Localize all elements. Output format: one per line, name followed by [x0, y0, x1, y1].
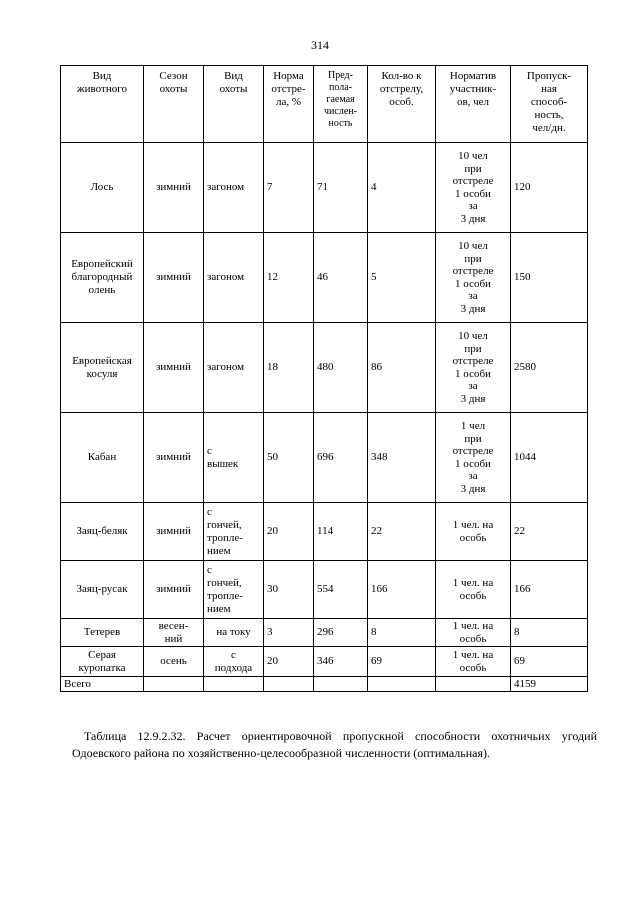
cell-quota: 8 [368, 619, 436, 647]
empty-cell [264, 677, 314, 692]
cell-method: с гончей, тропле- нием [204, 561, 264, 619]
cell-norm: 1 чел при отстреле 1 особи за 3 дня [436, 413, 511, 503]
cell-norm: 1 чел. на особь [436, 647, 511, 677]
cell-rate: 12 [264, 233, 314, 323]
cell-capacity: 1044 [511, 413, 588, 503]
empty-cell [436, 677, 511, 692]
cell-season: зимний [144, 561, 204, 619]
cell-animal: Лось [61, 143, 144, 233]
cell-quota: 348 [368, 413, 436, 503]
table-row [61, 323, 588, 413]
cell-norm: 1 чел. на особь [436, 503, 511, 561]
cell-animal: Европейский благородный олень [61, 233, 144, 323]
header-quota: Кол-во к отстрелу, особ. [368, 66, 436, 143]
table-caption: Таблица 12.9.2.32. Расчет ориентировочной пропускной способности охотничьих угодий Одоевского района по хозяйственно-целесообразной численности (оптимальная). [72, 729, 597, 760]
header-season: Сезон охоты [144, 66, 204, 143]
cell-season: зимний [144, 323, 204, 413]
cell-population: 554 [314, 561, 368, 619]
cell-capacity: 2580 [511, 323, 588, 413]
cell-rate: 7 [264, 143, 314, 233]
header-animal: Вид животного [61, 66, 144, 143]
cell-quota: 69 [368, 647, 436, 677]
cell-quota: 4 [368, 143, 436, 233]
cell-population: 346 [314, 647, 368, 677]
cell-population: 696 [314, 413, 368, 503]
total-label: Всего [61, 677, 144, 692]
cell-animal: Кабан [61, 413, 144, 503]
cell-capacity: 8 [511, 619, 588, 647]
cell-norm: 1 чел. на особь [436, 619, 511, 647]
empty-cell [314, 677, 368, 692]
cell-norm: 10 чел при отстреле 1 особи за 3 дня [436, 323, 511, 413]
table-header-row [61, 66, 588, 143]
cell-population: 296 [314, 619, 368, 647]
header-population: Пред- пола- гаемая числен- ность [314, 66, 368, 143]
cell-quota: 5 [368, 233, 436, 323]
cell-capacity: 166 [511, 561, 588, 619]
table-row [61, 233, 588, 323]
cell-rate: 18 [264, 323, 314, 413]
cell-animal: Тетерев [61, 619, 144, 647]
cell-method: загоном [204, 323, 264, 413]
header-norm: Норматив участник- ов, чел [436, 66, 511, 143]
cell-rate: 20 [264, 647, 314, 677]
cell-season: зимний [144, 233, 204, 323]
cell-method: на току [204, 619, 264, 647]
cell-norm: 1 чел. на особь [436, 561, 511, 619]
cell-season: зимний [144, 413, 204, 503]
page-number: 314 [311, 38, 329, 52]
cell-population: 71 [314, 143, 368, 233]
total-capacity: 4159 [511, 677, 588, 692]
cell-capacity: 120 [511, 143, 588, 233]
cell-season: весен- ний [144, 619, 204, 647]
cell-animal: Европейская косуля [61, 323, 144, 413]
cell-animal: Заяц-беляк [61, 503, 144, 561]
empty-cell [368, 677, 436, 692]
cell-rate: 3 [264, 619, 314, 647]
cell-animal: Серая куропатка [61, 647, 144, 677]
hunting-capacity-table [60, 65, 588, 692]
table-total-row [61, 677, 588, 692]
table-row [61, 143, 588, 233]
cell-method: с подхода [204, 647, 264, 677]
cell-rate: 50 [264, 413, 314, 503]
cell-method: загоном [204, 143, 264, 233]
cell-capacity: 22 [511, 503, 588, 561]
table-row [61, 561, 588, 619]
cell-quota: 166 [368, 561, 436, 619]
cell-quota: 22 [368, 503, 436, 561]
cell-rate: 30 [264, 561, 314, 619]
cell-season: осень [144, 647, 204, 677]
table-row [61, 619, 588, 647]
header-rate: Норма отстре- ла, % [264, 66, 314, 143]
empty-cell [204, 677, 264, 692]
cell-season: зимний [144, 143, 204, 233]
header-capacity: Пропуск- ная способ- ность, чел/дн. [511, 66, 588, 143]
table-row [61, 413, 588, 503]
cell-season: зимний [144, 503, 204, 561]
cell-norm: 10 чел при отстреле 1 особи за 3 дня [436, 143, 511, 233]
cell-population: 480 [314, 323, 368, 413]
cell-capacity: 69 [511, 647, 588, 677]
cell-capacity: 150 [511, 233, 588, 323]
cell-norm: 10 чел при отстреле 1 особи за 3 дня [436, 233, 511, 323]
table-row [61, 503, 588, 561]
table-row [61, 647, 588, 677]
cell-population: 46 [314, 233, 368, 323]
cell-animal: Заяц-русак [61, 561, 144, 619]
empty-cell [144, 677, 204, 692]
cell-method: загоном [204, 233, 264, 323]
cell-method: с гончей, тропле- нием [204, 503, 264, 561]
cell-population: 114 [314, 503, 368, 561]
cell-quota: 86 [368, 323, 436, 413]
cell-method: с вышек [204, 413, 264, 503]
header-method: Вид охоты [204, 66, 264, 143]
cell-rate: 20 [264, 503, 314, 561]
